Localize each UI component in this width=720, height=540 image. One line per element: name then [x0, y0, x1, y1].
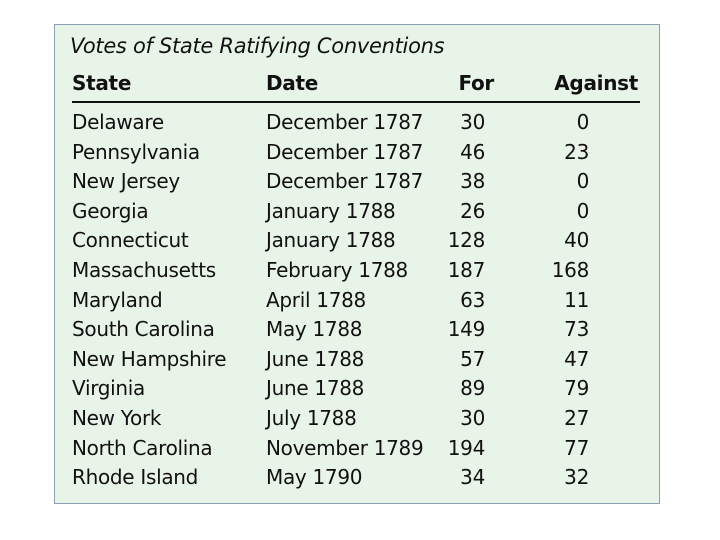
cell-state: North Carolina: [72, 435, 213, 460]
cell-date: February 1788: [266, 257, 408, 282]
cell-against: 79: [564, 376, 589, 401]
cell-for: 38: [460, 169, 485, 194]
column-header-date: Date: [266, 71, 319, 95]
cell-for: 26: [460, 198, 485, 223]
table-row: [72, 110, 640, 140]
column-header-for: For: [458, 71, 494, 95]
table-row: [72, 228, 640, 258]
cell-state: Delaware: [72, 110, 164, 134]
cell-against: 73: [564, 317, 589, 342]
cell-date: June 1788: [266, 376, 365, 401]
table-row: [72, 347, 640, 377]
cell-against: 168: [551, 257, 589, 282]
table-row: [72, 258, 640, 288]
cell-state: New Jersey: [72, 169, 180, 194]
cell-for: 57: [460, 346, 485, 371]
cell-against: 27: [564, 405, 589, 430]
cell-for: 30: [460, 110, 485, 134]
cell-for: 46: [460, 139, 485, 164]
cell-date: December 1787: [266, 139, 424, 164]
cell-state: Georgia: [72, 198, 149, 223]
table-row: [72, 288, 640, 318]
cell-date: December 1787: [266, 169, 424, 194]
cell-date: January 1788: [266, 198, 396, 223]
cell-against: 23: [564, 139, 589, 164]
table-row: [72, 406, 640, 436]
table-row: [72, 317, 640, 347]
cell-date: December 1787: [266, 110, 424, 134]
cell-state: South Carolina: [72, 317, 215, 342]
cell-against: 40: [564, 228, 589, 253]
table-row: [72, 199, 640, 229]
table-row: [72, 436, 640, 466]
cell-for: 149: [447, 317, 485, 342]
cell-date: July 1788: [266, 405, 357, 430]
table-row: [72, 169, 640, 199]
cell-for: 187: [447, 257, 485, 282]
table-row: [72, 465, 640, 495]
cell-for: 63: [460, 287, 485, 312]
column-header-state: State: [72, 71, 132, 95]
cell-for: 89: [460, 376, 485, 401]
cell-date: November 1789: [266, 435, 424, 460]
cell-state: Pennsylvania: [72, 139, 200, 164]
cell-state: New Hampshire: [72, 346, 227, 371]
cell-date: May 1788: [266, 317, 363, 342]
table-header: [72, 71, 640, 103]
cell-against: 0: [576, 169, 589, 194]
cell-date: January 1788: [266, 228, 396, 253]
cell-against: 47: [564, 346, 589, 371]
cell-state: Rhode Island: [72, 465, 199, 490]
column-header-against: Against: [554, 71, 638, 95]
cell-for: 128: [447, 228, 485, 253]
cell-state: Virginia: [72, 376, 146, 401]
cell-against: 0: [576, 198, 589, 223]
cell-against: 32: [564, 465, 589, 490]
cell-for: 30: [460, 405, 485, 430]
cell-state: New York: [72, 405, 162, 430]
table-row: [72, 376, 640, 406]
cell-against: 0: [576, 110, 589, 134]
cell-state: Connecticut: [72, 228, 189, 253]
cell-date: April 1788: [266, 287, 366, 312]
cell-against: 11: [564, 287, 589, 312]
cell-date: June 1788: [266, 346, 365, 371]
table-title: Votes of State Ratifying Conventions: [70, 34, 445, 58]
cell-for: 34: [460, 465, 485, 490]
table-body: [72, 110, 640, 495]
table-row: [72, 140, 640, 170]
cell-for: 194: [447, 435, 485, 460]
cell-date: May 1790: [266, 465, 363, 490]
cell-against: 77: [564, 435, 589, 460]
cell-state: Maryland: [72, 287, 163, 312]
ratification-table-panel: [54, 24, 660, 504]
cell-state: Massachusetts: [72, 257, 216, 282]
